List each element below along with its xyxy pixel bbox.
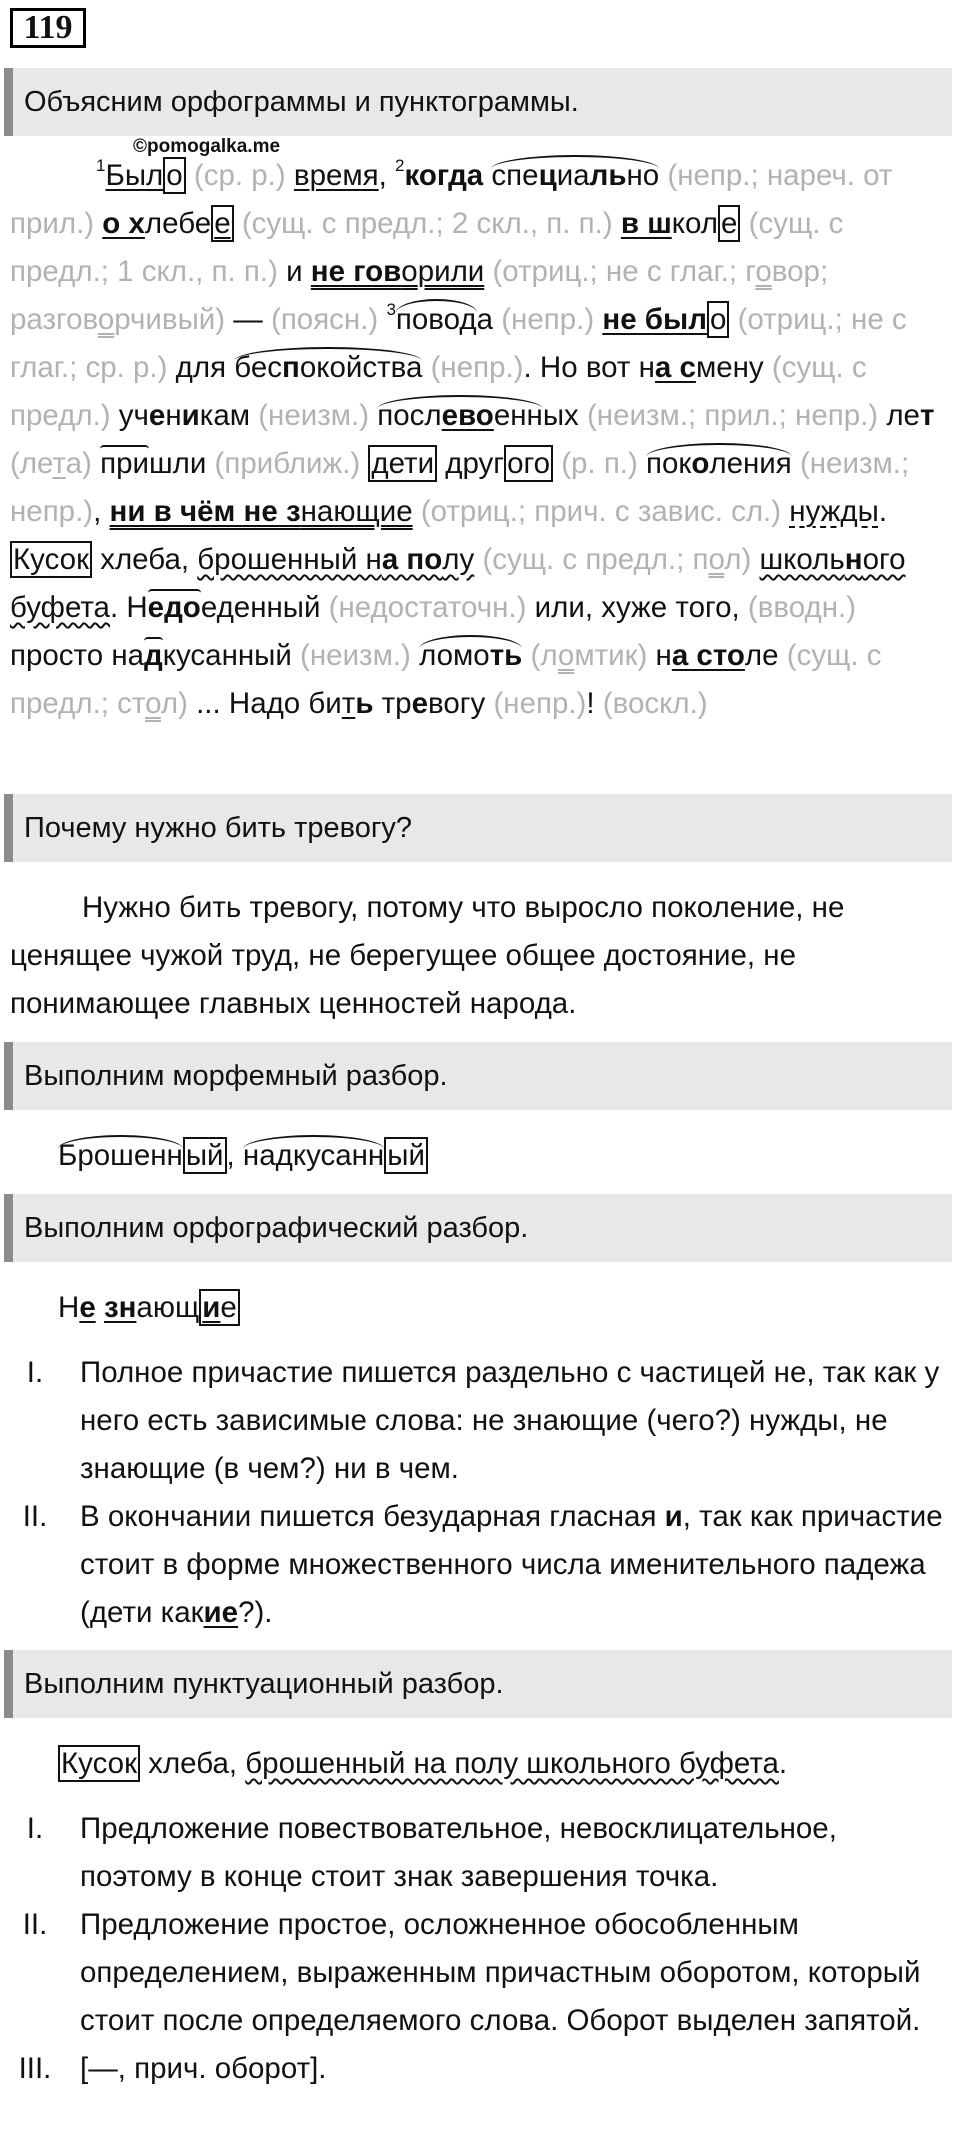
orth-item-2 [10, 1493, 950, 1637]
section-header-morphemic: Выполним морфемный разбор. [4, 1042, 952, 1110]
list-text: [—, прич. оборот]. [80, 2052, 327, 2085]
punct-item-2 [10, 1901, 950, 2045]
list-text: , так как причастие стоит в форме множественного числа именительного падежа (дети как [80, 1500, 943, 1629]
list-marker: III. [18, 2052, 52, 2085]
punctuation-sentence [58, 1740, 938, 1788]
task-number: 119 [10, 8, 86, 48]
list-text-bold: ие [203, 1596, 239, 1629]
orth-item-1 [10, 1349, 950, 1493]
sentence-participial-phrase: брошенный на полу школьного буфета [245, 1747, 779, 1780]
section-header-punctuation: Выполним пунктуационный разбор. [4, 1650, 952, 1718]
orth-ending-letter: и [202, 1291, 221, 1324]
orth-letter: Н [58, 1291, 80, 1324]
orth-space [96, 1291, 104, 1324]
orth-ending-letter: е [220, 1291, 237, 1324]
morph-word-2-stem: надкусанн [243, 1135, 384, 1172]
punct-item-1 [10, 1805, 950, 1901]
list-text: ?). [238, 1596, 273, 1629]
punct-item-3 [10, 2045, 950, 2093]
orthographic-list [10, 1349, 950, 1637]
sentence-text: . [778, 1747, 788, 1780]
orth-letter: е [79, 1291, 96, 1324]
section-header-orthograms: Объясним орфограммы и пунктограммы. [4, 68, 952, 136]
watermark: ©pomogalka.me [133, 136, 281, 157]
punctuation-list [10, 1805, 950, 2093]
list-text: Полное причастие пишется раздельно с частицей не, так как у него есть зависимые слова: не знающие (чего?) нужды, не знающие (в чем?) ни в чем. [80, 1356, 940, 1485]
list-marker: II. [22, 1908, 48, 1941]
section-header-why: Почему нужно бить тревогу? [4, 794, 952, 862]
annotated-text: $^1$Был о (ср. р.) время, $^2$когда специально (непр.; нареч. от прил.) о хлебе е (сущ. с предл.; 2 скл., п. п.) в школ е (сущ. с предл.; 1 скл., п. п.) и не говорили (отриц.; не с глаг.; говор; разговорчивый) — (поясн.) $^3$повода (непр.) не был о (отриц.; не с глаг.; ср. р.) для беспокойства (непр.). Но вот на смену (сущ. с предл.) ученикам (неизм.) послевоенных (неизм.; прил.; непр.) лет (лета) пришли (приближ.) дети друг ого (р. п.) поколения (неизм.; непр.), ни в чём не знающие (отриц.; прич. с завис. сл.) нужды. Кусок хлеба, брошенный на полу (сущ. с предл.; пол) школьного буфета. Недоеденный (недостаточн.) или, хуже того, (вводн.) просто надкусанный (неизм.) ломоть (ломтик) на столе (сущ. с предл.; стол) ... Надо бить тревогу (непр.)! (воскл.) [10, 156, 935, 720]
list-marker: I. [26, 1812, 44, 1845]
morph-separator: , [226, 1139, 235, 1172]
list-text-bold: и [664, 1500, 683, 1533]
list-marker: II. [22, 1500, 48, 1533]
orthographic-word [58, 1284, 938, 1332]
list-text: Предложение повествовательное, невосклицательное, поэтому в конце стоит знак завершения точка. [80, 1812, 837, 1893]
list-text: В окончании пишется безударная гласная [80, 1500, 665, 1533]
sentence-subject: Кусок [58, 1745, 140, 1782]
orth-letter: ющ [152, 1291, 200, 1324]
section-header-orthographic: Выполним орфографический разбор. [4, 1194, 952, 1262]
orth-letter: зн [103, 1291, 137, 1324]
morphemic-analysis [58, 1132, 938, 1180]
morph-word-1-stem: Брошенн [58, 1135, 183, 1172]
morph-word-2-ending: ый [384, 1137, 428, 1174]
answer-paragraph: Нужно бить тревогу, потому что выросло поколение, не ценящее чужой труд, не берегущее общее достояние, не понимающее главных ценностей народа. [10, 891, 845, 1020]
sentence-text: хлеба, [140, 1747, 246, 1780]
orth-stressed-letter: а [136, 1291, 153, 1324]
morph-word-1-ending: ый [183, 1137, 227, 1174]
list-marker: I. [26, 1356, 44, 1389]
list-text: Предложение простое, осложненное обособленным определением, выраженным причастным оборотом, который стоит после определяемого слова. Оборот выделен запятой. [80, 1908, 921, 2037]
